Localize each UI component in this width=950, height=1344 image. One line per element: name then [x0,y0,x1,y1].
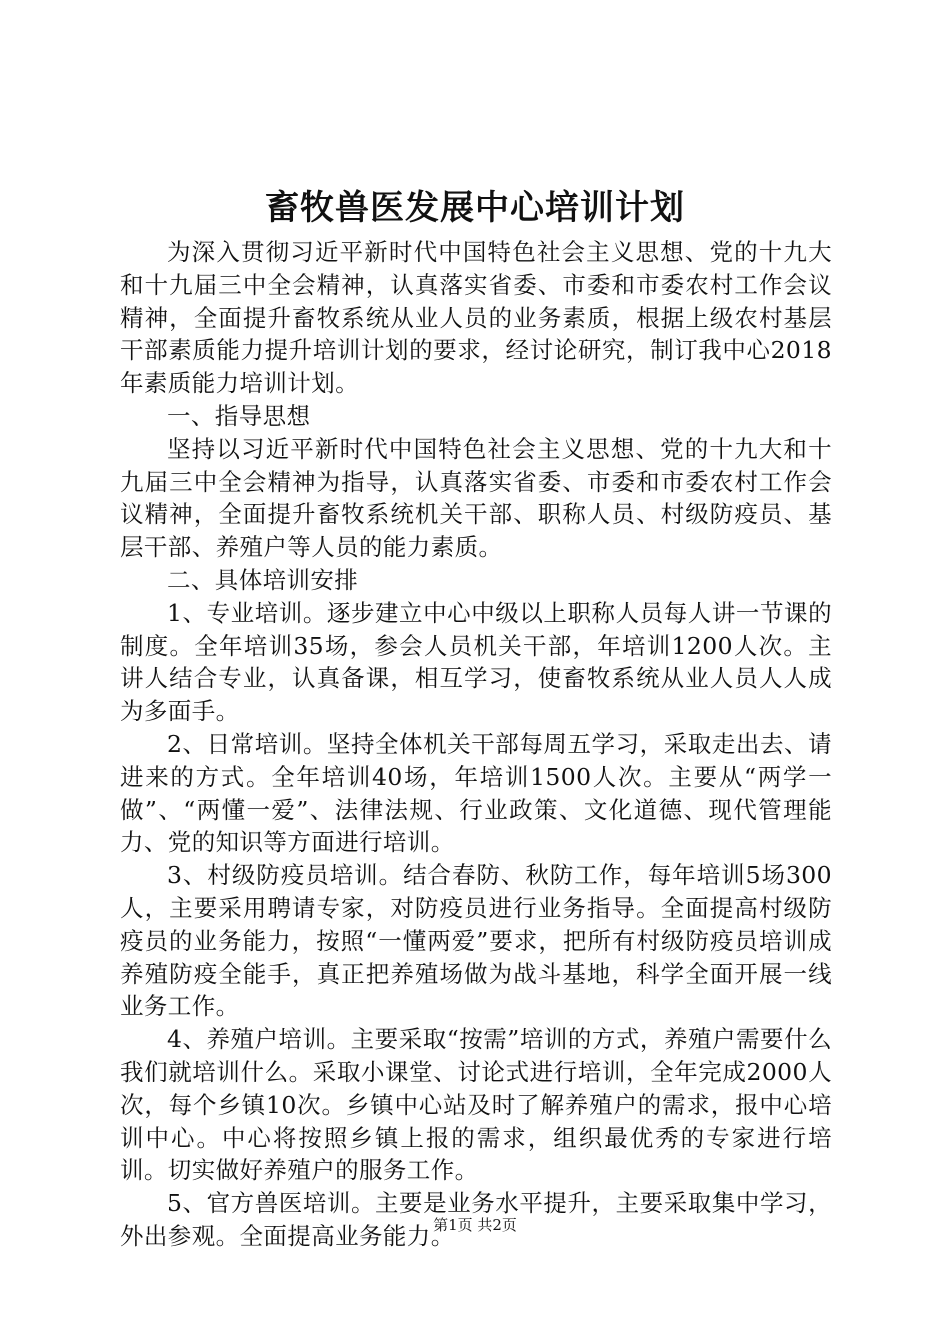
document-title: 畜牧兽医发展中心培训计划 [265,188,685,228]
guiding-ideology-paragraph: 坚持以习近平新时代中国特色社会主义思想、党的十九大和十九届三中全会精神为指导，认真落实省委、市委和市委农村工作会议精神，全面提升畜牧系统机关干部、职称人员、村级防疫员、基层干部、养殖户等人员的能力素质。 [120,434,832,562]
item-official-vet-training: 5、官方兽医培训。主要是业务水平提升，主要采取集中学习，外出参观。全面提高业务能力。 [120,1189,832,1250]
page-indicator: 第1页 共2页 [433,1216,517,1234]
intro-paragraph: 为深入贯彻习近平新时代中国特色社会主义思想、党的十九大和十九届三中全会精神，认真落实省委、市委和市委农村工作会议精神，全面提升畜牧系统从业人员的业务素质，根据上级农村基层干部素质能力提升培训计划的要求，经讨论研究，制订我中心2018年素质能力培训计划。 [120,238,832,398]
item-village-epidemic-training: 3、村级防疫员培训。结合春防、秋防工作，每年培训5场300人，主要采用聘请专家，对防疫员进行业务指导。全面提高村级防疫员的业务能力，按照“一懂两爱”要求，把所有村级防疫员培训成养殖防疫全能手，真正把养殖场做为战斗基地，科学全面开展一线业务工作。 [120,861,832,1021]
item-daily-training: 2、日常培训。坚持全体机关干部每周五学习，采取走出去、请进来的方式。全年培训40场，年培训1500人次。主要从“两学一做”、“两懂一爱”、法律法规、行业政策、文化道德、现代管理能力、党的知识等方面进行培训。 [120,729,832,857]
document-body [120,236,832,1253]
section-heading-guiding-ideology: 一、指导思想 [167,401,311,430]
item-farmer-training: 4、养殖户培训。主要采取“按需”培训的方式，养殖户需要什么我们就培训什么。采取小课堂、讨论式进行培训，全年完成2000人次，每个乡镇10次。乡镇中心站及时了解养殖户的需求，报中心培训中心。中心将按照乡镇上报的需求，组织最优秀的专家进行培训。切实做好养殖户的服务工作。 [120,1025,832,1185]
item-professional-training: 1、专业培训。逐步建立中心中级以上职称人员每人讲一节课的制度。全年培训35场，参会人员机关干部，年培训1200人次。主讲人结合专业，认真备课，相互学习，使畜牧系统从业人员人人成为多面手。 [120,598,832,726]
section-heading-training-arrangement: 二、具体培训安排 [167,565,359,594]
